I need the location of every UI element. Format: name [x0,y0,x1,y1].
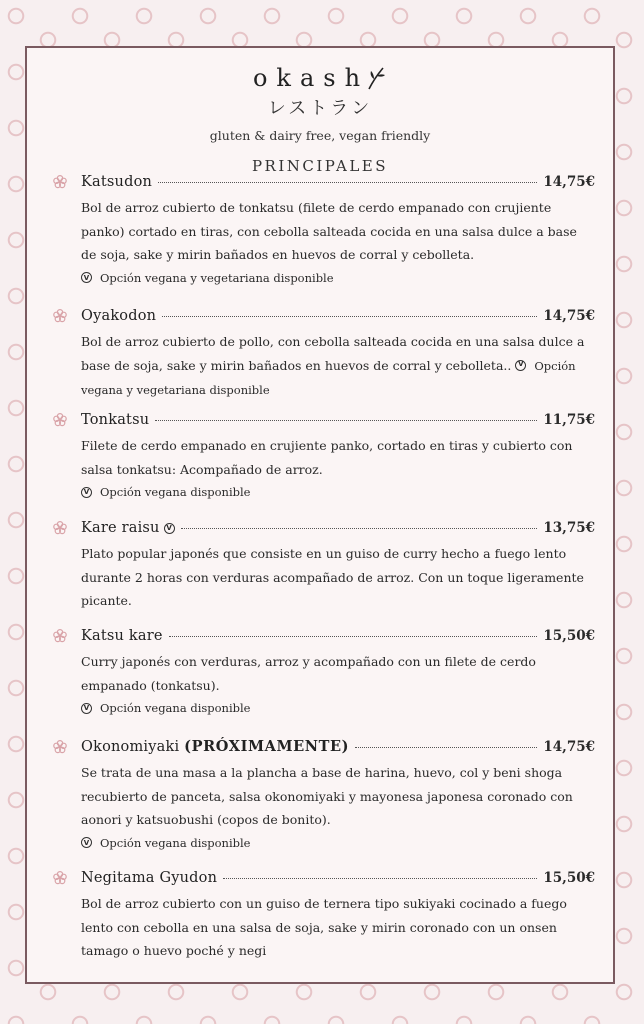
cherry-blossom-icon [53,740,67,754]
item-price: 11,75€ [543,412,595,428]
vegan-note [81,485,595,499]
item-name: Katsu kare [81,628,163,644]
coming-soon-label: (PRÓXIMAMENTE) [184,738,350,755]
leader-dots [155,420,537,421]
menu-item-negitama-gyudon [53,870,595,963]
item-name: Negitama Gyudon [81,870,218,886]
logo [253,64,387,92]
vegan-note-text: Opción vegana disponible [100,701,251,715]
vegan-note [81,701,595,715]
section-title: PRINCIPALES [251,157,389,175]
cherry-blossom-icon [53,413,67,427]
cherry-blossom-icon [53,175,67,189]
vegan-note-text: Opción vegana y vegetariana disponible [81,358,576,397]
vegan-note-text: Opción vegana disponible [100,485,251,499]
cherry-blossom-icon [53,521,67,535]
vegan-note-text: Opción vegana disponible [100,835,251,850]
menu-item-oyakodon [53,308,595,403]
tagline: gluten & dairy free, vegan friendly [209,128,431,143]
vegan-note [81,271,595,285]
leader-dots [223,878,537,879]
item-name: Kare raisu [81,520,160,536]
leader-dots [181,528,538,529]
cherry-blossom-icon [53,629,67,643]
leader-dots [158,182,537,183]
leader-dots [162,316,537,317]
item-description: Se trata de una masa a la plancha a base de harina, huevo, col y beni shoga recubierto de panceta, salsa okonomiyaki y mayonesa japonesa coronado con aonori y katsuobushi (copos de bonito). [81,765,573,827]
item-price: 15,50€ [543,870,595,886]
item-price: 14,75€ [543,308,595,324]
item-name: Katsudon [81,174,153,190]
item-description: Curry japonés con verduras, arroz y acompañado con un filete de cerdo empanado (tonkatsu). [81,654,536,693]
menu-item-okonomiyaki [53,738,595,850]
item-price: 14,75€ [543,174,595,190]
vegan-icon: V [515,360,526,371]
vegan-icon: V [81,272,92,283]
item-description: Filete de cerdo empanado en crujiente panko, cortado en tiras y cubierto con salsa tonkatsu: Acompañado de arroz. [81,438,573,477]
vegan-note-text: Opción vegana y vegetariana disponible [100,270,334,285]
cherry-blossom-icon [53,309,67,323]
item-name: Okonomiyaki (PRÓXIMAMENTE) [81,738,350,755]
item-description: Bol de arroz cubierto de pollo, con cebolla salteada cocida en una salsa dulce a base de soja, sake y mirin bañados en huevos de corral y cebolleta.. V Opción vegana y vegetariana disponible [81,334,585,397]
logo-text: okash [252,64,370,92]
menu-item-kare-raisu [53,520,595,613]
cherry-blossom-icon [53,871,67,885]
menu-item-katsu-kare [53,628,595,715]
leader-dots [355,747,537,748]
vegan-icon: V [81,487,92,498]
item-description: Plato popular japonés que consiste en un guiso de curry hecho a fuego lento durante 2 horas con verduras acompañado de arroz. Con un toque ligeramente picante. [81,546,584,608]
item-description: Bol de arroz cubierto de tonkatsu (filete de cerdo empanado con crujiente panko) cortado en tiras, con cebolla salteada cocida en una salsa dulce a base de soja, sake y mirin bañados en huevos de corral y cebolleta. [81,200,577,262]
sprig-icon [365,65,387,91]
item-price: 15,50€ [543,628,595,644]
item-description: Bol de arroz cubierto con un guiso de ternera tipo sukiyaki cocinado a fuego lento con cebolla en una salsa de soja, sake y mirin coronado con un onsen tamago o huevo poché y negi [81,896,567,958]
vegan-note [81,836,595,850]
vegan-icon: V [164,523,175,534]
menu-item-katsudon [53,174,595,285]
item-price: 14,75€ [543,739,595,755]
item-name: Tonkatsu [81,412,150,428]
subtitle-jp: レストラン [267,98,373,119]
menu-header [27,64,613,175]
menu-card [25,46,615,984]
item-name: Oyakodon [81,308,157,324]
menu-item-tonkatsu [53,412,595,499]
leader-dots [169,636,538,637]
vegan-icon: V [81,703,92,714]
vegan-icon: V [81,837,92,848]
item-price: 13,75€ [543,520,595,536]
